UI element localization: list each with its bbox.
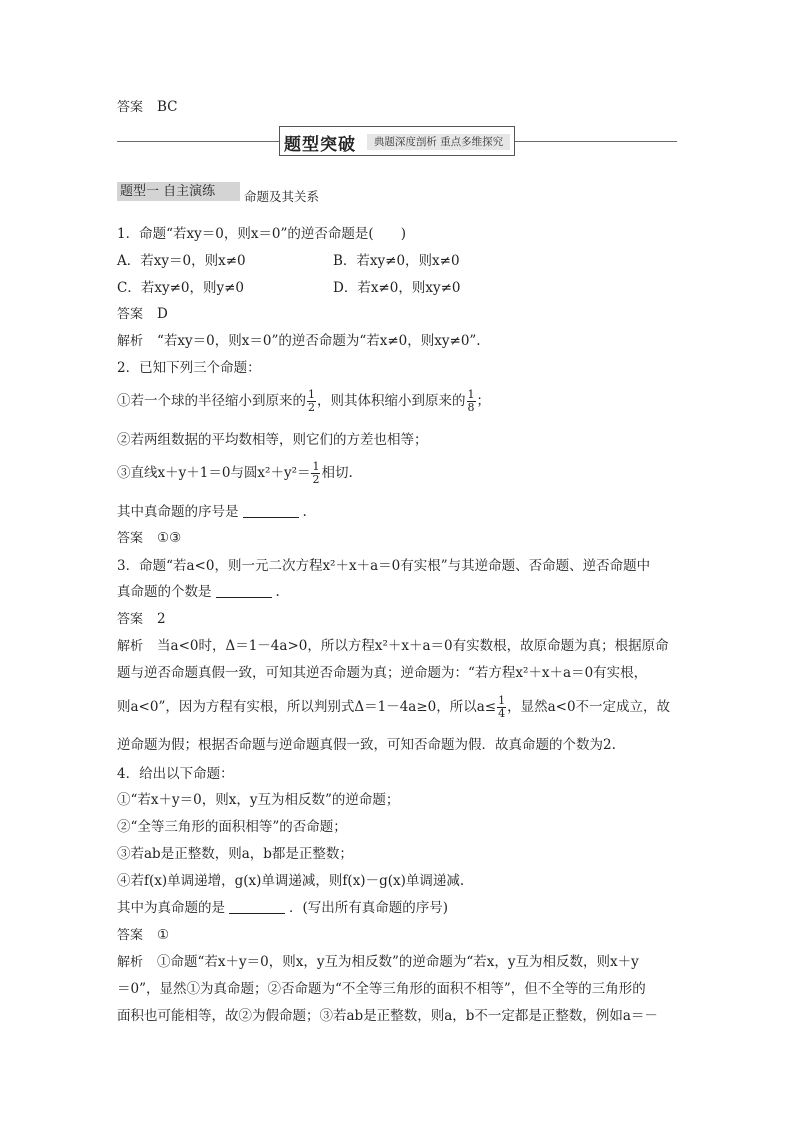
section-banner xyxy=(279,126,515,156)
banner-rule-left xyxy=(117,141,279,142)
q1-option-b: B．若xy≠0，则x≠0 xyxy=(333,253,460,269)
denominator: 8 xyxy=(467,401,475,414)
text: ．(写出所有真命题的序号) xyxy=(289,900,449,916)
q4-proposition-3: ③若ab是正整数，则a，b都是正整数； xyxy=(117,846,353,862)
q2-question xyxy=(117,502,307,522)
q1-analysis xyxy=(117,331,481,352)
q3-analysis-line-2: 题与逆否命题真假一致，可知其逆否命题为真；逆命题为：“若方程x²＋x＋a＝0有实根， xyxy=(117,665,648,681)
answer-value: D xyxy=(157,306,168,322)
q1-option-a: A．若xy＝0，则x≠0 xyxy=(117,253,246,269)
answer-label: 答案 xyxy=(117,928,144,943)
q1-option-d: D．若x≠0，则xy≠0 xyxy=(333,280,461,296)
text: 真命题的个数是 xyxy=(117,584,212,600)
q4-proposition-1: ①“若x＋y＝0，则x，y互为相反数”的逆命题； xyxy=(117,792,400,808)
answer-value: 2 xyxy=(157,611,166,627)
numerator: 1 xyxy=(312,460,320,473)
text: ，则其体积缩小到原来的 xyxy=(317,393,466,409)
answer-value: ①③ xyxy=(157,530,182,546)
answer-label: 答案 xyxy=(117,307,144,322)
text: 则a<0”，因为方程有实根，所以判别式Δ＝1－4a≥0，所以a≤ xyxy=(117,699,497,715)
analysis-label: 解析 xyxy=(117,639,144,654)
q4-question xyxy=(117,898,448,918)
text: 其中为真命题的是 xyxy=(117,900,225,916)
q4-answer xyxy=(117,925,169,946)
analysis-label: 解析 xyxy=(117,955,144,970)
q3-analysis-line-3 xyxy=(117,694,670,720)
text: ，显然a<0不一定成立，故 xyxy=(507,699,671,715)
q2-proposition-1 xyxy=(117,388,490,414)
q3-answer xyxy=(117,609,166,630)
section-title: 命题及其关系 xyxy=(244,189,320,204)
fraction-one-half xyxy=(311,461,320,486)
text: ①若一个球的半径缩小到原来的 xyxy=(117,393,306,409)
banner-rule-right xyxy=(515,141,677,142)
q2-stem: 2．已知下列三个命题： xyxy=(117,360,261,376)
q3-stem-line-2 xyxy=(117,582,280,602)
text: ； xyxy=(476,393,490,409)
q4-analysis-line-1 xyxy=(117,952,639,973)
answer-value: BC xyxy=(157,99,178,115)
numerator: 1 xyxy=(498,694,506,707)
q2-proposition-2: ②若两组数据的平均数相等，则它们的方差也相等； xyxy=(117,432,428,448)
q1-stem: 1．命题“若xy＝0，则x＝0”的逆否命题是( ) xyxy=(117,226,406,242)
q4-proposition-2: ②“全等三角形的面积相等”的否命题； xyxy=(117,819,347,835)
denominator: 4 xyxy=(498,707,506,720)
answer-label: 答案 xyxy=(117,531,144,546)
q2-answer xyxy=(117,528,181,549)
q1-answer xyxy=(117,304,168,325)
text: ③直线x＋y＋1＝0与圆x²＋y²＝ xyxy=(117,465,311,481)
answer-value: ① xyxy=(157,927,170,943)
numerator: 1 xyxy=(467,388,475,401)
numerator: 1 xyxy=(308,388,315,401)
q3-stem-line-1: 3．命题“若a<0，则一元二次方程x²＋x＋a＝0有实根”与其逆命题、否命题、逆否命题中 xyxy=(117,558,651,574)
q3-analysis-line-1 xyxy=(117,636,669,657)
section-tag: 题型一 自主演练 xyxy=(117,182,240,201)
analysis-text: 当a<0时，Δ＝1－4a>0，所以方程x²＋x＋a＝0有实数根，故原命题为真；根据原命 xyxy=(157,638,669,654)
answer-blank xyxy=(229,899,285,914)
answer-label: 答案 xyxy=(117,612,144,627)
fraction-one-half xyxy=(307,389,316,414)
analysis-label: 解析 xyxy=(117,334,144,349)
q4-analysis-line-3: 面积也可能相等，故②为假命题；③若ab是正整数，则a，b不一定都是正整数，例如a＝－ xyxy=(117,1008,658,1024)
banner-title: 题型突破 xyxy=(284,135,356,155)
denominator: 2 xyxy=(308,401,315,414)
denominator: 2 xyxy=(312,473,320,486)
fraction-one-quarter xyxy=(497,695,506,720)
answer-label: 答案 xyxy=(117,100,144,115)
q4-proposition-4: ④若f(x)单调递增，g(x)单调递减，则f(x)－g(x)单调递减. xyxy=(117,873,465,889)
fraction-one-eighth xyxy=(467,389,476,414)
text: . xyxy=(275,584,280,600)
q1-option-c: C．若xy≠0，则y≠0 xyxy=(117,280,244,296)
q4-analysis-line-2: ＝0”，显然①为真命题；②否命题为“不全等三角形的面积不相等”，但不全等的三角形的 xyxy=(117,981,646,997)
answer-blank xyxy=(243,503,299,518)
answer-blank xyxy=(216,583,272,598)
q2-proposition-3 xyxy=(117,460,353,486)
analysis-text: “若xy＝0，则x＝0”的逆否命题为“若x≠0，则xy≠0”. xyxy=(157,333,481,349)
text: 其中真命题的序号是 xyxy=(117,504,239,520)
text: . xyxy=(302,504,307,520)
top-answer xyxy=(117,97,178,118)
q3-analysis-line-4: 逆命题为假；根据否命题与逆命题真假一致，可知否命题为假．故真命题的个数为2. xyxy=(117,737,616,753)
q4-stem: 4．给出以下命题： xyxy=(117,766,234,782)
text: 相切. xyxy=(321,465,353,481)
analysis-text: ①命题“若x＋y＝0，则x，y互为相反数”的逆命题为“若x，y互为相反数，则x＋y xyxy=(157,954,639,970)
banner-subtitle: 典题深度剖析 重点多维探究 xyxy=(367,134,510,150)
